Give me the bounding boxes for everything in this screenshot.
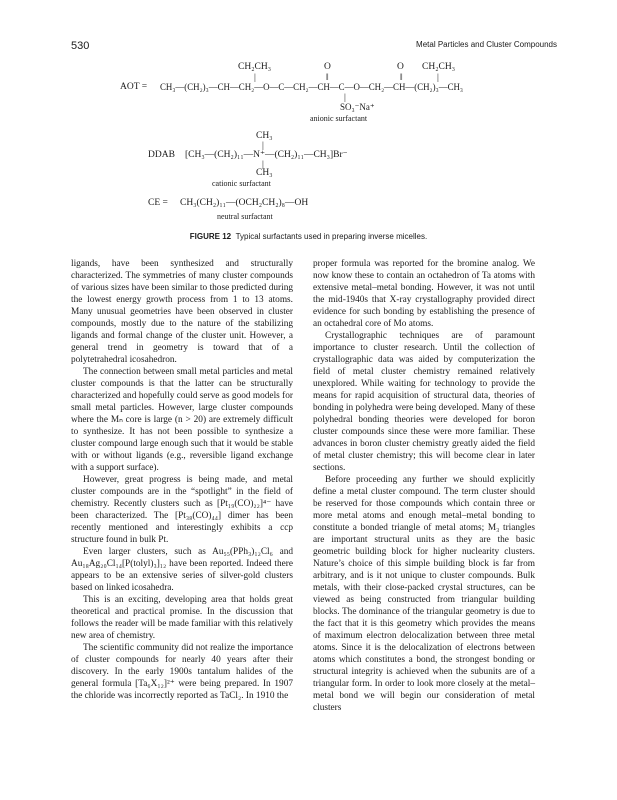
ddab-label: DDAB: [148, 150, 175, 160]
aot-carbonyl-o-left: O: [324, 62, 331, 72]
ce-caption: neutral surfactant: [217, 212, 273, 221]
paragraph: However, great progress is being made, and metal cluster compounds are in the “spotlight” in the field of chemistry. Recently clusters such as [Pt₁₉(CO)₂₂]⁴⁻ have been characterized. The [Pt₃₈(CO)₄₄] dimer has been recently mentioned and interestingly exhibits a ccp structure found in bulk Pt.: [71, 475, 293, 545]
left-column: [71, 258, 293, 702]
ddab-methyl-bottom: CH₃: [256, 168, 273, 178]
figure-caption: [0, 232, 617, 241]
paragraph: The scientific community did not realize the importance of cluster compounds for nearly 40 years after their discovery. In the early 1900s tantalum halides of the general formula [Ta₆X₁₂]²⁺ were being prepared. In 1907 the chloride was incorrectly reported as TaCl₂. In 1910 the: [71, 643, 293, 701]
figure-caption-text: Typical surfactants used in preparing inverse micelles.: [235, 232, 428, 241]
paragraph: ligands, have been synthesized and structurally characterized. The symmetries of many cluster compounds of various sizes have been similar to those predicted during the lowest energy growth process from 1 to 13 atoms. Many unusual geometries have been observed in cluster compounds, mostly due to the nature of the stabilizing ligands and formal change of the cluster unit. However, a general trend in geometry is toward that of a polytetrahedral icosahedron.: [71, 259, 293, 365]
page-header: [71, 40, 557, 54]
right-column: [313, 258, 535, 714]
paragraph: The connection between small metal particles and metal cluster compounds is that the latter can be structurally characterized and hopefully could serve as good models for small metal particles. However, large cluster compounds where the Mₙ core is large (n > 20) are extremely difficult to synthesize. It has not been possible to synthesize a cluster compound large enough such that it would be stable with or without ligands (e.g., reversible ligand exchange with a support surface).: [71, 367, 293, 473]
paragraph: Crystallographic techniques are of paramount importance to cluster research. Until the collection of crystallographic data was aided by computerization the field of metal cluster chemistry remained relatively unexplored. While waiting for technology to provide the means for rapid acquisition of structural data, theories of bonding in polyhedra were being developed. Many of these polyhedral bonding theories were developed for boron cluster compounds since these were more familiar. These advances in boron cluster chemistry greatly aided the field of metal cluster chemistry; this will become clear in later sections.: [313, 331, 535, 473]
paragraph: Even larger clusters, such as Au₅₅(PPh₃)₁₂Cl₆ and Au₁₈Ag₂₀Cl₁₄[P(tolyl)₃]₁₂ have been reported. Indeed there appears to be an extensive series of silver-gold clusters based on linked icosahedra.: [71, 547, 293, 593]
paragraph: This is an exciting, developing area that holds great theoretical and practical promise. In the discussion that follows the reader will be made familiar with this relatively new area of chemistry.: [71, 595, 293, 641]
aot-caption: anionic surfactant: [310, 114, 368, 123]
ddab-methyl-top: CH₃: [256, 131, 273, 141]
aot-branch-right: CH₂CH₃: [422, 62, 456, 72]
page-number: 530: [71, 40, 90, 52]
aot-carbonyl-o-right: O: [397, 62, 404, 72]
paragraph: Before proceeding any further we should explicitly define a metal cluster compound. The term cluster should be reserved for those compounds which contain three or more metal atoms and enough metal–metal bonding to constitute a bonded triangle of metal atoms; M₃ triangles are important structural units as they are the basic geometric building block for higher nuclearity clusters. Nature’s choice of this simple building block is far from arbitrary, and is it not unique to cluster compounds. Bulk metals, with their close-packed crystal structures, can be viewed as being constructed from triangular building blocks. The dominance of the triangular geometry is due to the fact that it is this geometry which provides the means of maximum electron delocalization between three metal atoms. Since it is the delocalization of electrons between atoms which constitutes a bond, the strongest bonding or structural integrity is achieved when the subunits are of a triangular form. In order to look more closely at the metal–metal bond we will begin our consideration of metal clusters: [313, 475, 535, 713]
ce-formula: CH₃(CH₂)₁₁—(OCH₂CH₂)₈—OH: [180, 198, 309, 208]
ddab-formula: [CH₃—(CH₂)₁₁—N⁺—(CH₂)₁₁—CH₃]Br⁻: [185, 150, 348, 160]
aot-sulfonate: SO₃⁻Na⁺: [340, 102, 375, 112]
running-head: Metal Particles and Cluster Compounds: [416, 40, 557, 49]
aot-branch-left: CH₂CH₃: [238, 62, 272, 72]
ce-label: CE =: [148, 198, 168, 208]
figure-caption-label: FIGURE 12: [189, 232, 232, 241]
aot-formula: CH₃—(CH₂)₃—CH—CH₂—O—C—CH₂—CH—C—O—CH₂—CH—(CH₂)₃—CH₃: [160, 82, 463, 92]
ddab-caption: cationic surfactant: [212, 179, 271, 188]
paragraph: proper formula was reported for the bromine analog. We now know these to contain an octahedron of Ta atoms with extensive metal–metal bonding. However, it was not until the mid-1940s that X-ray crystallography provided direct evidence for such bonding by establishing the presence of an octahedral core of Mo atoms.: [313, 259, 535, 329]
aot-label: AOT =: [120, 82, 148, 92]
